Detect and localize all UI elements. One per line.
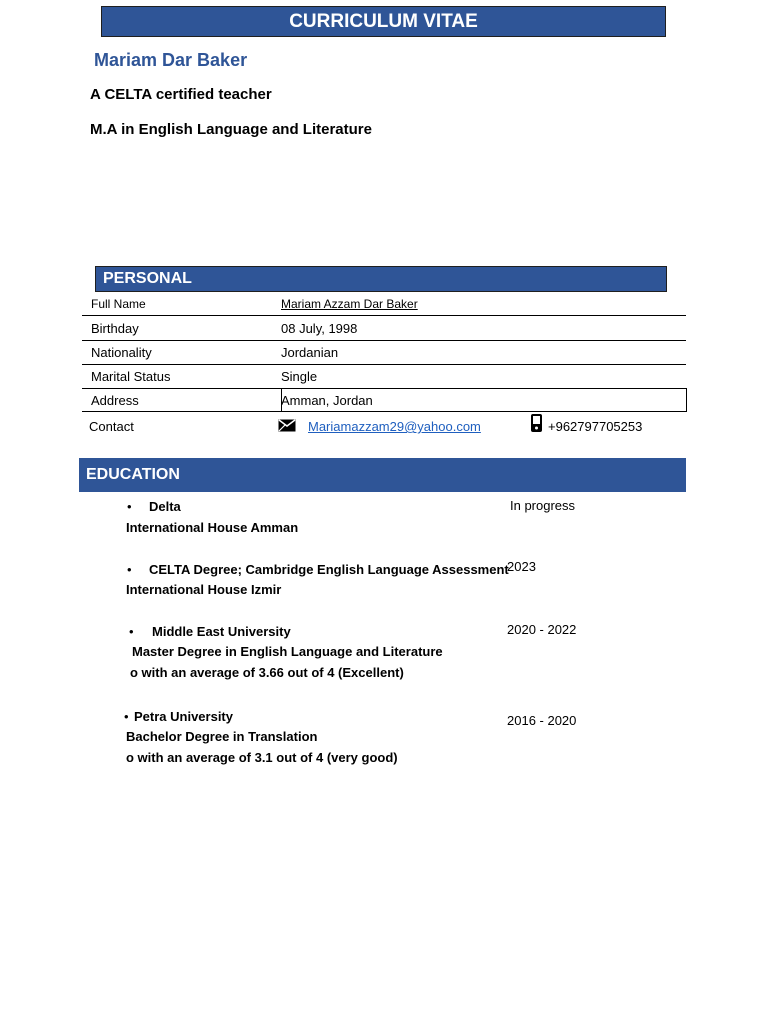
- row-label: Address: [91, 393, 139, 408]
- personal-row-address: [82, 389, 686, 412]
- education-title: Petra University: [134, 709, 233, 724]
- cv-title-bar: [101, 6, 666, 37]
- bullet-icon: •: [124, 709, 129, 724]
- mobile-phone-icon: [530, 413, 543, 433]
- cv-title: CURRICULUM VITAE: [289, 11, 478, 32]
- row-label: Nationality: [91, 345, 152, 360]
- contact-label: Contact: [89, 419, 134, 434]
- personal-row-marital-status: [82, 365, 686, 388]
- personal-row-birthday: [82, 317, 686, 340]
- education-title: Delta: [149, 499, 181, 514]
- education-grade: o with an average of 3.1 out of 4 (very good): [126, 750, 398, 765]
- personal-section-header: [95, 266, 667, 292]
- personal-row-full-name: [82, 293, 686, 316]
- row-value: 08 July, 1998: [281, 321, 358, 336]
- row-label: Full Name: [91, 297, 146, 311]
- education-grade: o with an average of 3.66 out of 4 (Excellent): [130, 665, 404, 680]
- tagline-degree: M.A in English Language and Literature: [90, 121, 372, 138]
- education-degree: Master Degree in English Language and Literature: [132, 644, 443, 659]
- education-institution: International House Izmir: [126, 582, 282, 597]
- envelope-icon: [278, 419, 296, 432]
- email-link[interactable]: Mariamazzam29@yahoo.com: [308, 419, 481, 434]
- row-value: Jordanian: [281, 345, 339, 360]
- phone-number: +962797705253: [548, 419, 643, 434]
- personal-heading: PERSONAL: [103, 270, 192, 287]
- education-title: CELTA Degree; Cambridge English Language Assessment: [149, 562, 509, 577]
- row-divider: [82, 315, 686, 316]
- education-title: Middle East University: [152, 624, 291, 639]
- education-section-header: [79, 458, 686, 492]
- education-date: 2020 - 2022: [507, 622, 577, 637]
- bullet-icon: •: [127, 562, 132, 577]
- bullet-icon: •: [129, 624, 134, 639]
- education-date: 2023: [507, 559, 536, 574]
- row-value: Mariam Azzam Dar Baker: [281, 297, 418, 311]
- bullet-icon: •: [127, 499, 132, 514]
- education-date: 2016 - 2020: [507, 713, 577, 728]
- personal-row-nationality: [82, 341, 686, 364]
- education-heading: EDUCATION: [86, 466, 180, 483]
- tagline-celta: A CELTA certified teacher: [90, 86, 272, 103]
- row-value: Amman, Jordan: [281, 393, 373, 408]
- row-value: Single: [281, 369, 318, 384]
- row-label: Birthday: [91, 321, 139, 336]
- row-label: Marital Status: [91, 369, 171, 384]
- row-divider: [82, 411, 282, 412]
- education-institution: International House Amman: [126, 520, 299, 535]
- candidate-name: Mariam Dar Baker: [94, 50, 248, 70]
- education-degree: Bachelor Degree in Translation: [126, 729, 318, 744]
- education-date: In progress: [510, 498, 576, 513]
